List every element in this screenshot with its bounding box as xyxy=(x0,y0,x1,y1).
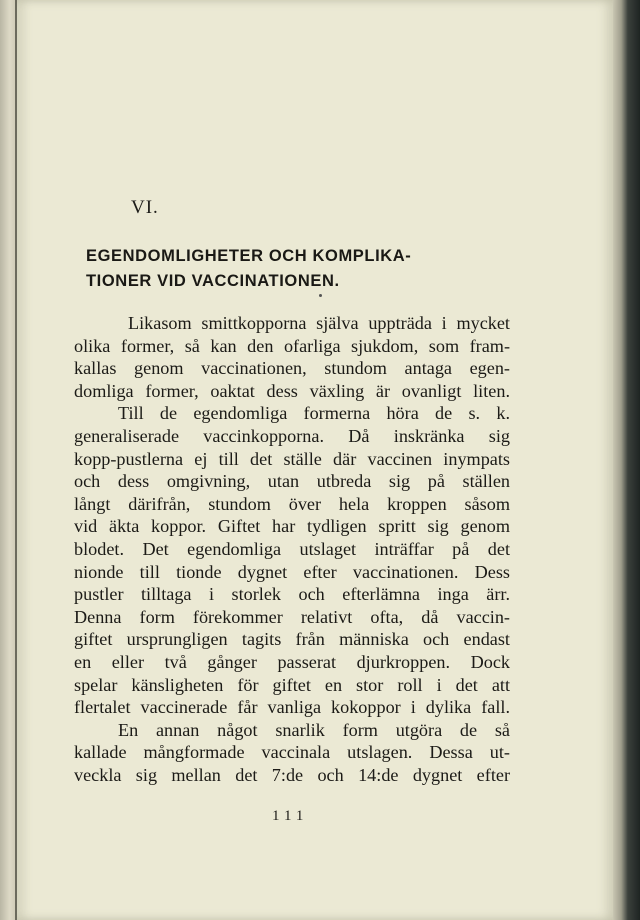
text-line: nionde till tionde dygnet efter vaccinationen. Dess xyxy=(74,561,510,582)
text-line: pustler tilltaga i storlek och efterlämna inga ärr. xyxy=(74,584,510,605)
text-line: Denna form förekommer relativt ofta, då vaccin- xyxy=(74,606,510,627)
text-line: blodet. Det egendomliga utslaget inträffar på det xyxy=(74,538,510,559)
text-line: spelar känsligheten för giftet en stor roll i det att xyxy=(74,674,510,695)
text-line: En annan något snarlik form utgöra de så xyxy=(118,719,510,740)
chapter-title xyxy=(86,244,466,294)
text-line: veckla sig mellan det 7:de och 14:de dygnet efter xyxy=(74,764,510,785)
text-line: vid äkta koppor. Giftet har tydligen spritt sig genom xyxy=(74,516,510,537)
text-line: långt därifrån, stundom över hela kroppen såsom xyxy=(74,493,510,514)
text-line: och dess omgivning, utan utbreda sig på ställen xyxy=(74,471,510,492)
adjacent-page-edge xyxy=(0,0,16,920)
text-line: generaliserade vaccinkopporna. Då inskränka sig xyxy=(74,425,510,446)
text-line: giftet ursprungligen tagits från människa och endast xyxy=(74,629,510,650)
text-line: kallas genom vaccinationen, stundom antaga egen- xyxy=(74,358,510,379)
text-line: Till de egendomliga formerna höra de s. k. xyxy=(118,403,510,424)
text-line: kallade mångformade vaccinala utslagen. Dessa ut- xyxy=(74,742,510,763)
chapter-title-line: TIONER VID VACCINATIONEN. xyxy=(86,272,340,290)
text-line: en eller två gånger passerat djurkroppen. Dock xyxy=(74,651,510,672)
text-line: olika former, så kan den ofarliga sjukdom, som fram- xyxy=(74,335,510,356)
decorative-dot xyxy=(319,294,322,297)
text-line: kopp-pustlerna ej till det ställe där vaccinen inympats xyxy=(74,448,510,469)
text-line: Likasom smittkopporna själva uppträda i mycket xyxy=(128,313,510,333)
chapter-number: VI. xyxy=(131,197,159,218)
book-cover-edge xyxy=(613,0,640,920)
page-number: 111 xyxy=(272,808,309,824)
chapter-title-line: EGENDOMLIGHETER OCH KOMPLIKA- xyxy=(86,247,412,265)
text-line: domliga former, oaktat dess växling är ovanligt liten. xyxy=(74,380,510,401)
body-text xyxy=(74,312,510,786)
text-line: flertalet vaccinerade får vanliga kokoppor i dylika fall. xyxy=(74,697,510,718)
